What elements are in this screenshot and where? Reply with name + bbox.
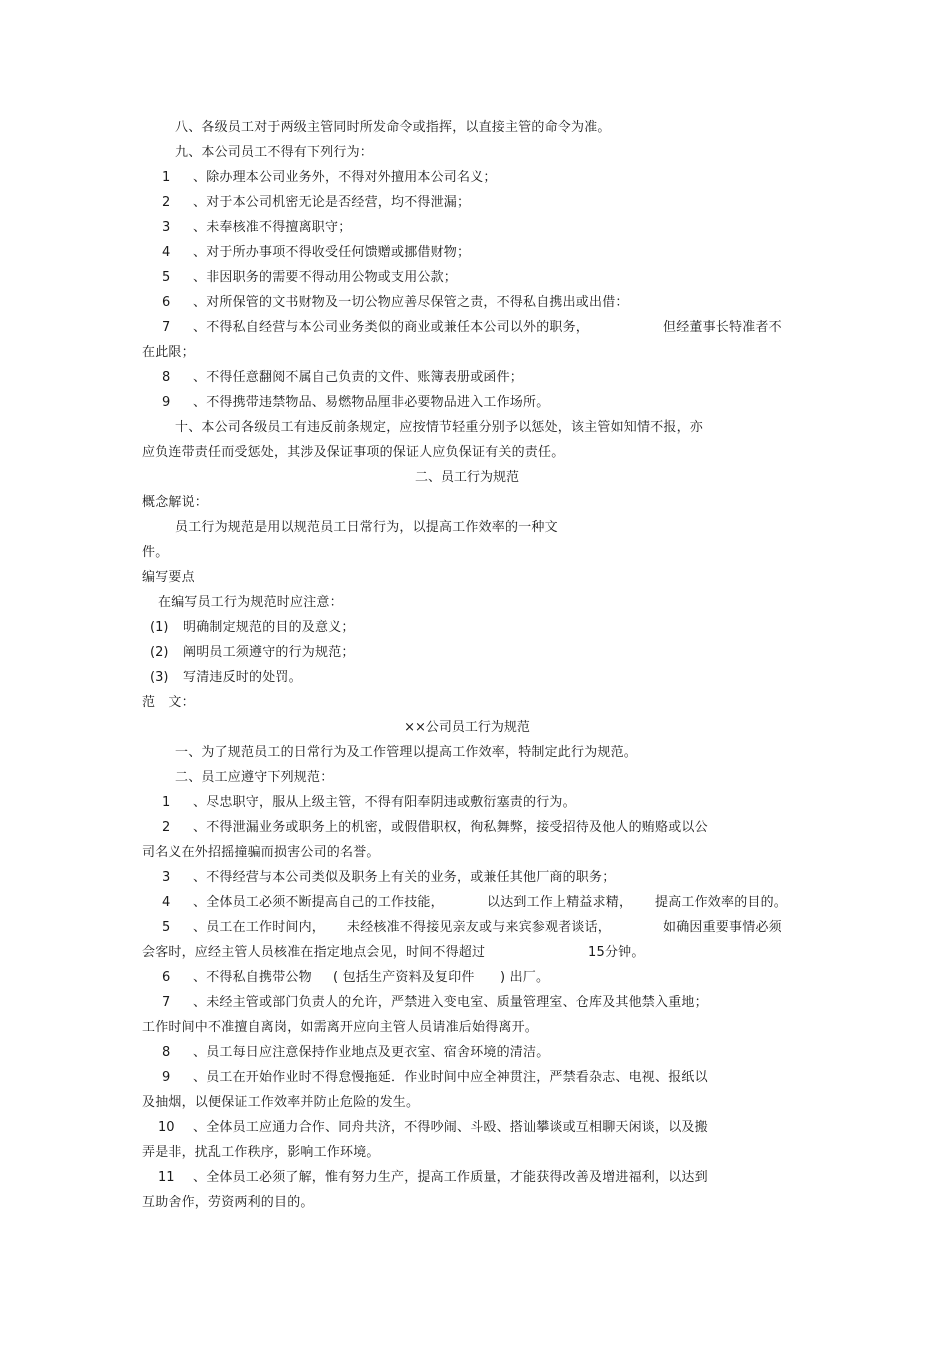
item-text: 、对于本公司机密无论是否经营，均不得泄漏； <box>193 195 471 210</box>
item-number: 7 <box>162 995 171 1010</box>
item-text: 、不得私自携带公物 <box>193 970 312 985</box>
item-text: 、非因职务的需要不得动用公物或支用公款； <box>193 270 458 285</box>
point-number: (2) <box>150 645 169 660</box>
item-number: 2 <box>162 195 171 210</box>
point-number: (3) <box>150 670 169 685</box>
item-text-continued: 如确因重要事情必须 <box>663 920 782 935</box>
section-title: 二、员工行为规范 <box>414 470 520 485</box>
item-text-continued: 以达到工作上精益求精， <box>487 895 633 910</box>
item-text-continued: ) 出厂。 <box>500 970 550 985</box>
item-number: 3 <box>162 220 171 235</box>
item-number: 5 <box>162 270 171 285</box>
item-text-continued: 提高工作效率的目的。 <box>655 895 788 910</box>
item-text: 、不得私自经营与本公司业务类似的商业或兼任本公司以外的职务， <box>193 320 590 335</box>
article-8: 八、各级员工对于两级主管同时所发命令或指挥，以直接主管的命令为准。 <box>175 120 611 135</box>
item-number: 5 <box>162 920 171 935</box>
item-text-continued: ( 包括生产资料及复印件 <box>333 970 475 985</box>
item-number: 11 <box>158 1170 175 1185</box>
concept-text: 员工行为规范是用以规范员工日常行为，以提高工作效率的一种文 <box>175 520 558 535</box>
concept-label: 概念解说： <box>142 495 209 510</box>
item-text: 、对所保管的文书财物及一切公物应善尽保管之责，不得私自携出或出借： <box>193 295 629 310</box>
item-number: 9 <box>162 1070 171 1085</box>
item-text: 、全体员工必须不断提高自己的工作技能， <box>193 895 444 910</box>
article-10-line-2: 应负连带责任而受惩处，其涉及保证事项的保证人应负保证有关的责任。 <box>142 445 565 460</box>
item-text-wrap-continued: 15分钟。 <box>588 945 645 960</box>
item-text-wrap: 工作时间中不准擅自离岗，如需离开应向主管人员请准后始得离开。 <box>142 1020 539 1035</box>
sample-title: ××公司员工行为规范 <box>404 720 530 735</box>
item-text: 、尽忠职守，服从上级主管，不得有阳奉阴违或敷衍塞责的行为。 <box>193 795 576 810</box>
item-number: 10 <box>158 1120 175 1135</box>
item-number: 7 <box>162 320 171 335</box>
item-number: 1 <box>162 795 171 810</box>
item-number: 4 <box>162 245 171 260</box>
item-text: 、不得携带违禁物品、易燃物品厘非必要物品进入工作场所。 <box>193 395 550 410</box>
item-text-wrap: 及抽烟，以便保证工作效率并防止危险的发生。 <box>142 1095 420 1110</box>
sample-label: 范 文： <box>142 695 195 710</box>
item-number: 3 <box>162 870 171 885</box>
item-number: 9 <box>162 395 171 410</box>
item-text: 、员工在开始作业时不得怠慢拖延．作业时间中应全神贯注，严禁看杂志、电视、报纸以 <box>193 1070 708 1085</box>
item-text-continued: 未经核准不得接见亲友或与来宾参观者谈话， <box>347 920 612 935</box>
writing-label: 编写要点 <box>142 570 195 585</box>
item-text-continued: 但经董事长特准者不 <box>663 320 782 335</box>
item-text: 、除办理本公司业务外，不得对外擅用本公司名义； <box>193 170 497 185</box>
item-text: 、对于所办事项不得收受任何馈赠或挪借财物； <box>193 245 471 260</box>
point-text: 阐明员工须遵守的行为规范； <box>183 645 355 660</box>
item-number: 4 <box>162 895 171 910</box>
concept-text-wrap: 件。 <box>142 545 169 560</box>
article-10-line-1: 十、本公司各级员工有违反前条规定，应按情节轻重分别予以惩处，该主管如知情不报，亦 <box>175 420 704 435</box>
item-text-wrap: 弄是非，扰乱工作秩序，影响工作环境。 <box>142 1145 380 1160</box>
item-number: 8 <box>162 1045 171 1060</box>
item-number: 1 <box>162 170 171 185</box>
item-text: 、员工在工作时间内， <box>193 920 326 935</box>
item-text: 、不得经营与本公司类似及职务上有关的业务，或兼任其他厂商的职务； <box>193 870 616 885</box>
item-text: 、不得任意翻阅不属自己负责的文件、账簿表册或函件； <box>193 370 524 385</box>
point-text: 明确制定规范的目的及意义； <box>183 620 355 635</box>
point-number: (1) <box>150 620 169 635</box>
item-number: 6 <box>162 295 171 310</box>
item-text: 、全体员工必须了解，惟有努力生产，提高工作质量，才能获得改善及增进福利，以达到 <box>193 1170 708 1185</box>
item-number: 2 <box>162 820 171 835</box>
item-text: 、员工每日应注意保持作业地点及更衣室、宿舍环境的清洁。 <box>193 1045 550 1060</box>
item-text: 、不得泄漏业务或职务上的机密，或假借职权，徇私舞弊，接受招待及他人的贿赂或以公 <box>193 820 708 835</box>
item-text-wrap: 会客时，应经主管人员核准在指定地点会见，时间不得超过 <box>142 945 486 960</box>
item-text: 、未经主管或部门负责人的允许，严禁进入变电室、质量管理室、仓库及其他禁入重地； <box>193 995 708 1010</box>
item-number: 6 <box>162 970 171 985</box>
article-9-intro: 九、本公司员工不得有下列行为： <box>175 145 374 160</box>
writing-intro: 在编写员工行为规范时应注意： <box>158 595 343 610</box>
item-text-wrap: 互助舍作，劳资两利的目的。 <box>142 1195 314 1210</box>
item-text-wrap: 司名义在外招摇撞骗而损害公司的名誉。 <box>142 845 380 860</box>
point-text: 写清违反时的处罚。 <box>183 670 302 685</box>
item-number: 8 <box>162 370 171 385</box>
item-text-wrap: 在此限； <box>142 345 195 360</box>
item-text: 、未奉核准不得擅离职守； <box>193 220 352 235</box>
sample-paragraph-1: 一、为了规范员工的日常行为及工作管理以提高工作效率，特制定此行为规范。 <box>175 745 638 760</box>
item-text: 、全体员工应通力合作、同舟共济，不得吵闹、斗殴、搭讪攀谈或互相聊天闲谈，以及搬 <box>193 1120 708 1135</box>
sample-paragraph-2: 二、员工应遵守下列规范： <box>175 770 334 785</box>
